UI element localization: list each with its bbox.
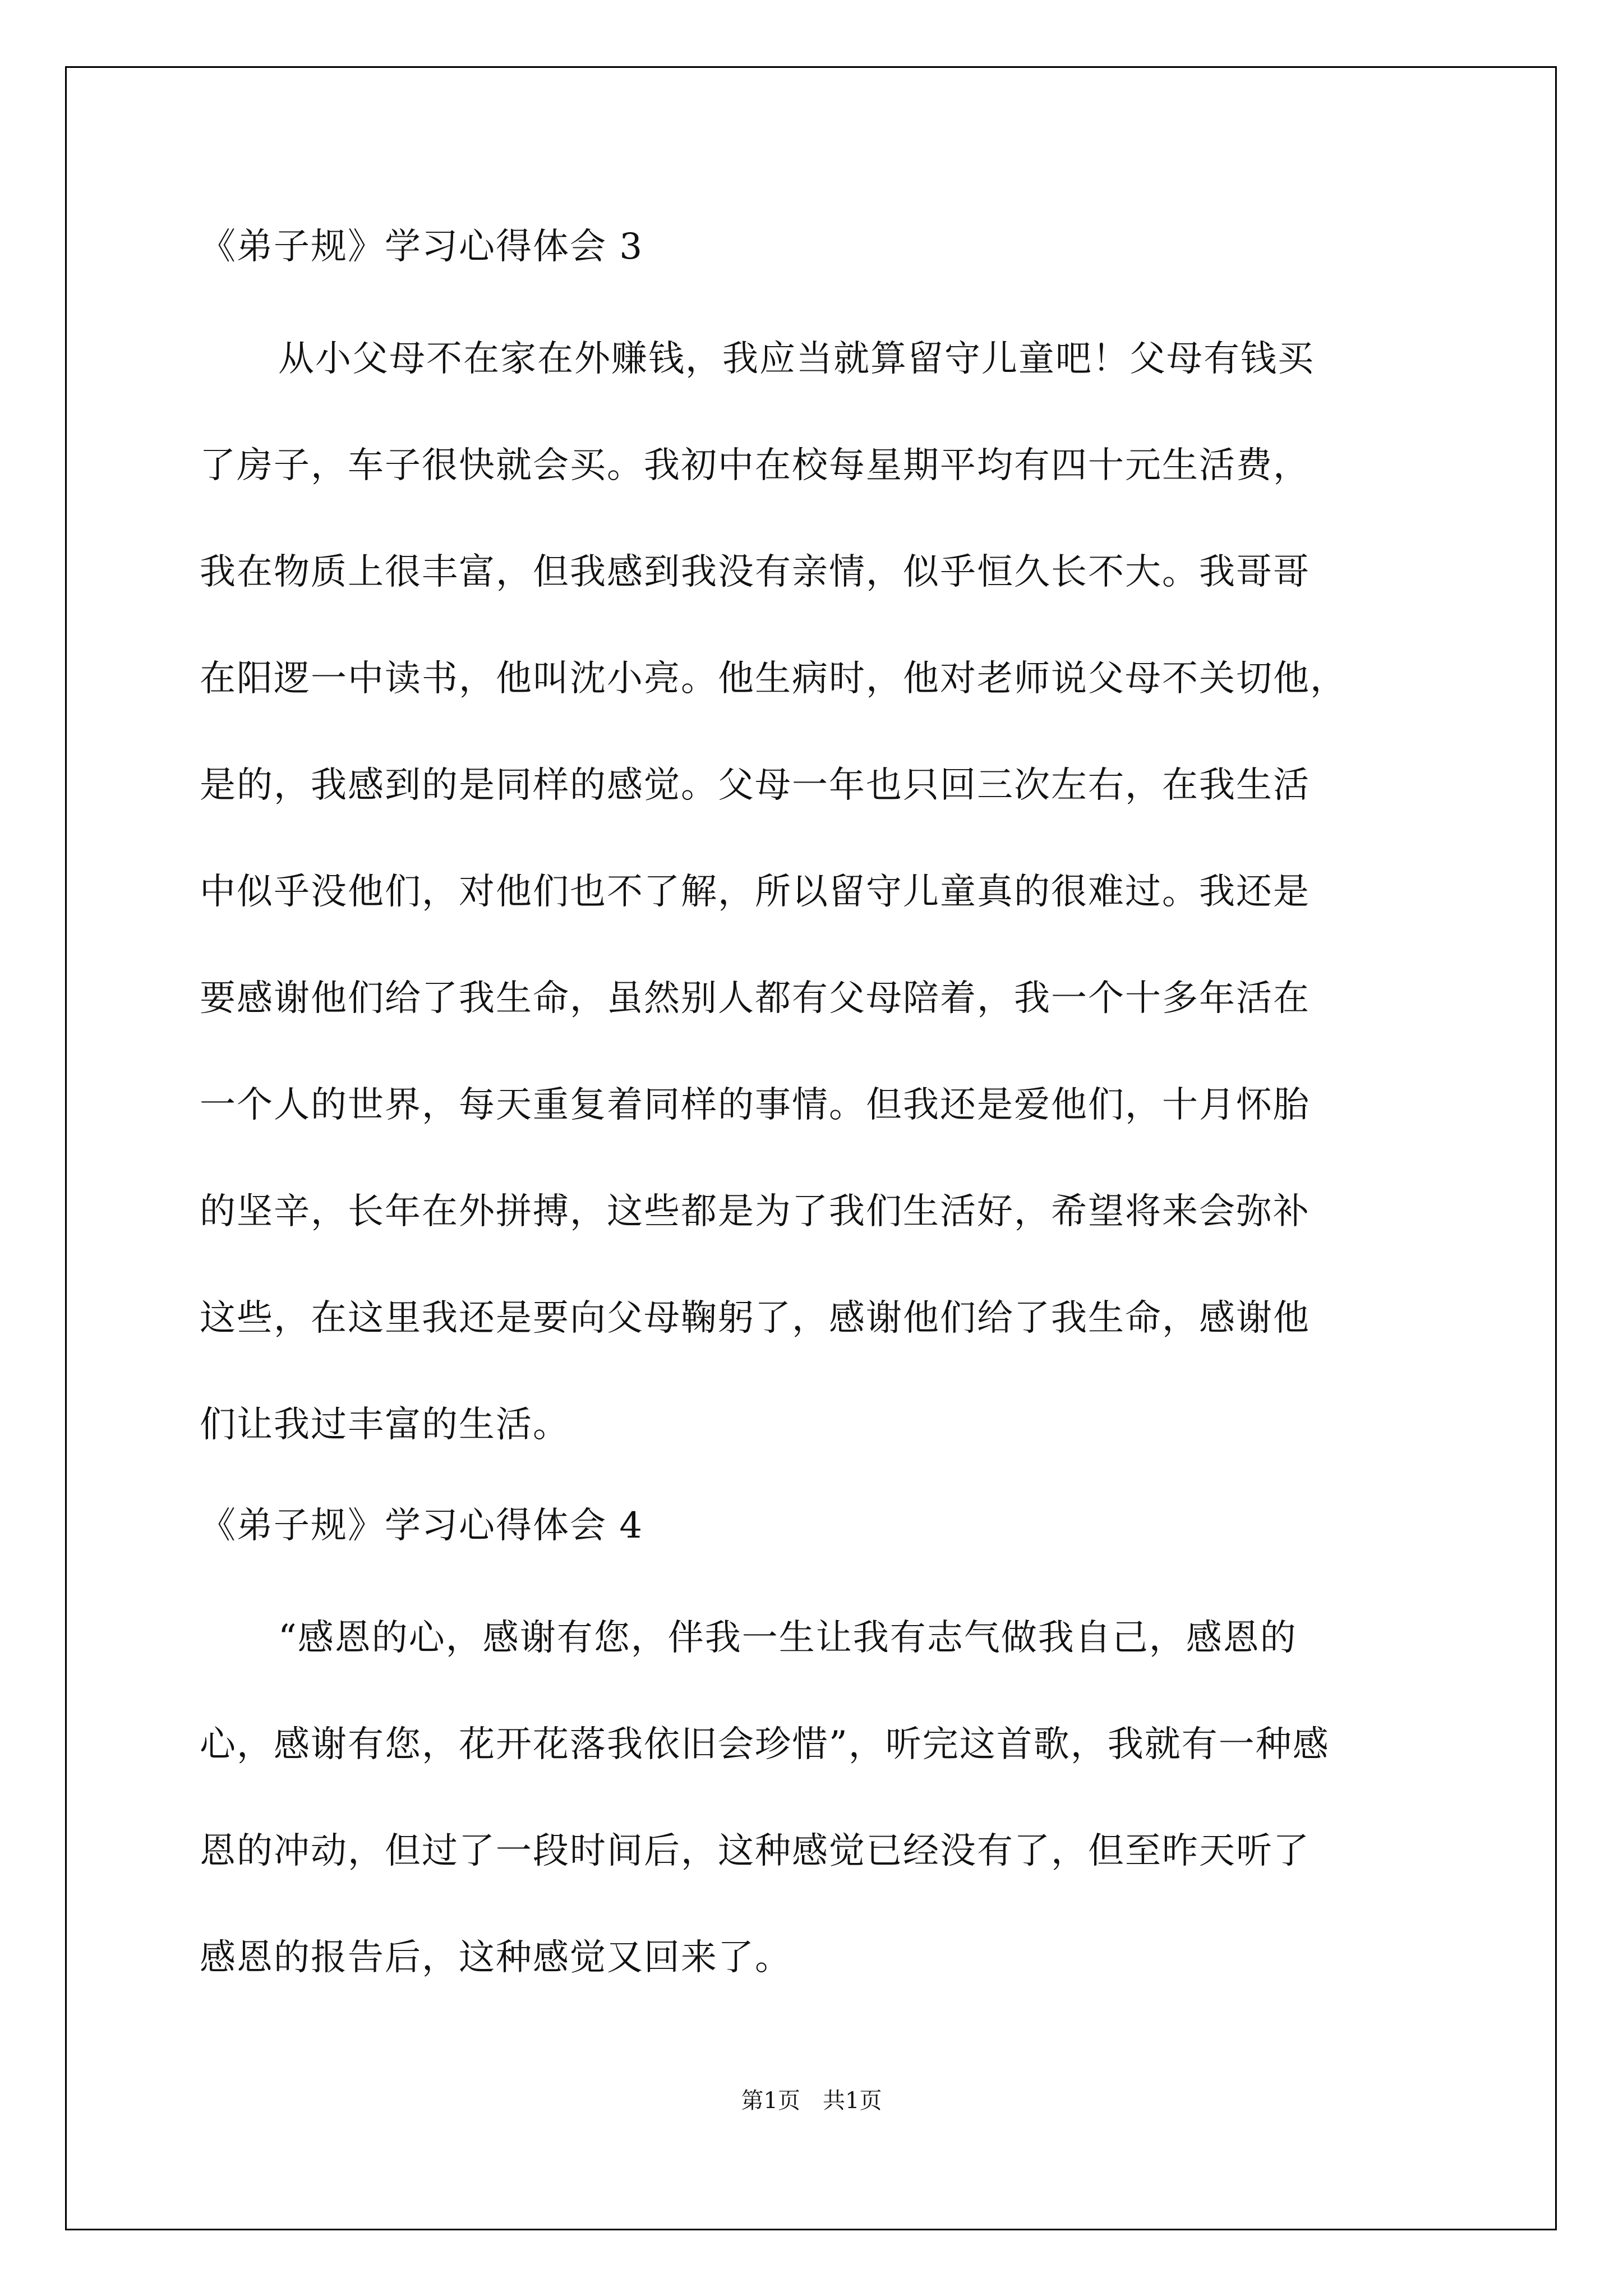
paragraph-line: 感恩的报告后，这种感觉又回来了。	[200, 1937, 792, 1978]
section-title: 《弟子规》学习心得体会 4	[200, 1505, 644, 1547]
paragraph-line: 了房子，车子很快就会买。我初中在校每星期平均有四十元生活费，	[200, 445, 1310, 486]
paragraph-line: 们让我过丰富的生活。	[200, 1404, 570, 1446]
paragraph-line: 一个人的世界，每天重复着同样的事情。但我还是爱他们，十月怀胎	[200, 1084, 1310, 1126]
paragraph-line: 心，感谢有您，花开花落我依旧会珍惜”，听完这首歌，我就有一种感	[200, 1724, 1330, 1765]
paragraph-line: 中似乎没他们，对他们也不了解，所以留守儿童真的很难过。我还是	[200, 871, 1310, 913]
paragraph-line: 从小父母不在家在外赚钱，我应当就算留守儿童吧！父母有钱买	[278, 338, 1315, 380]
paragraph-line: “感恩的心，感谢有您，伴我一生让我有志气做我自己，感恩的	[278, 1617, 1297, 1659]
paragraph-line: 在阳逻一中读书，他叫沈小亮。他生病时，他对老师说父母不关切他，	[200, 658, 1347, 700]
paragraph-line: 是的，我感到的是同样的感觉。父母一年也只回三次左右，在我生活	[200, 765, 1310, 806]
page-border	[65, 66, 1557, 2230]
paragraph-line: 这些，在这里我还是要向父母鞠躬了，感谢他们给了我生命，感谢他	[200, 1297, 1310, 1339]
page-footer: 第1页 共1页	[741, 2088, 882, 2114]
paragraph-line: 的坚辛，长年在外拼搏，这些都是为了我们生活好，希望将来会弥补	[200, 1191, 1310, 1232]
paragraph-line: 要感谢他们给了我生命，虽然别人都有父母陪着，我一个十多年活在	[200, 978, 1310, 1019]
section-title: 《弟子规》学习心得体会 3	[200, 226, 644, 268]
paragraph-line: 恩的冲动，但过了一段时间后，这种感觉已经没有了，但至昨天听了	[200, 1830, 1310, 1872]
paragraph-line: 我在物质上很丰富，但我感到我没有亲情，似乎恒久长不大。我哥哥	[200, 551, 1310, 593]
